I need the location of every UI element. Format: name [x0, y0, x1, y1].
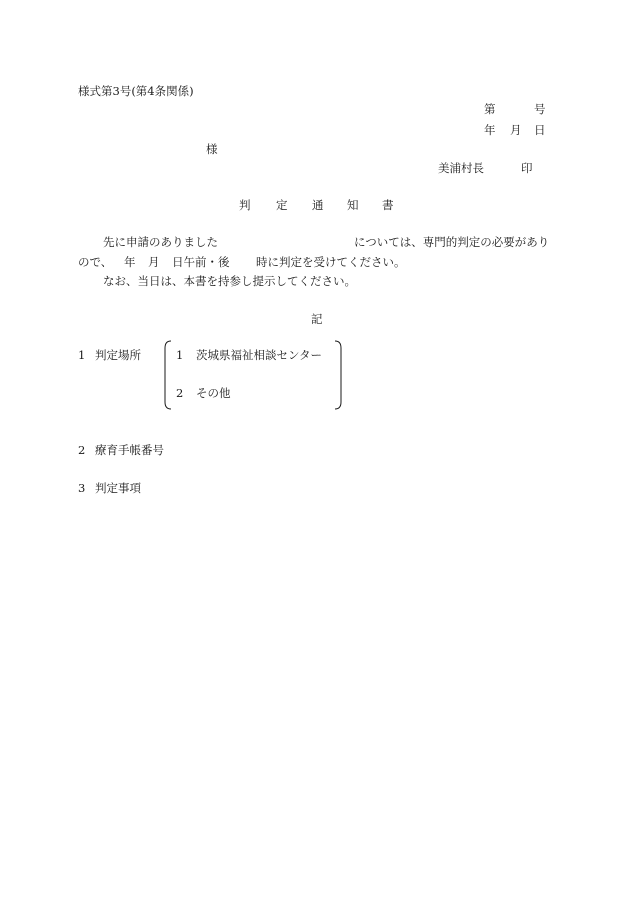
document-number-prefix: 第	[484, 102, 496, 116]
place-1-number: 1	[176, 348, 184, 362]
item-3-label: 判定事項	[95, 481, 141, 495]
place-2-number: 2	[176, 386, 184, 400]
title-char-5: 書	[382, 198, 394, 212]
form-number: 様式第3号(第4条関係)	[78, 84, 194, 98]
right-bracket	[334, 340, 346, 410]
item-1-label: 判定場所	[95, 348, 141, 362]
body-line2-month: 月	[148, 255, 160, 269]
date-day: 日	[534, 123, 546, 137]
body-line2-year: 年	[124, 255, 136, 269]
addressee-suffix: 様	[206, 142, 218, 156]
ki-heading: 記	[311, 312, 323, 326]
body-line2-end: 時に判定を受けてください。	[256, 255, 406, 269]
title-char-2: 定	[276, 198, 288, 212]
item-2-number: 2	[78, 443, 86, 457]
body-line1-end: については、専門的判定の必要があり	[354, 235, 550, 249]
body-line2-day: 日午前・後	[172, 255, 230, 269]
seal-mark: 印	[521, 161, 533, 175]
item-2-label: 療育手帳番号	[95, 443, 164, 457]
place-1-label: 茨城県福祉相談センター	[196, 348, 323, 362]
item-3-number: 3	[78, 481, 86, 495]
date-year: 年	[484, 123, 496, 137]
title-char-3: 通	[312, 198, 324, 212]
left-bracket	[160, 340, 172, 410]
body-line1-start: 先に申請のありました	[103, 235, 218, 249]
body-line3: なお、当日は、本書を持参し提示してください。	[103, 274, 356, 288]
title-char-1: 判	[239, 198, 251, 212]
place-2-label: その他	[196, 386, 231, 400]
document-number-suffix: 号	[534, 102, 546, 116]
title-char-4: 知	[347, 198, 359, 212]
issuer-name: 美浦村長	[438, 161, 484, 175]
date-month: 月	[510, 123, 522, 137]
body-line2-start: ので、	[78, 255, 113, 269]
item-1-number: 1	[78, 348, 86, 362]
